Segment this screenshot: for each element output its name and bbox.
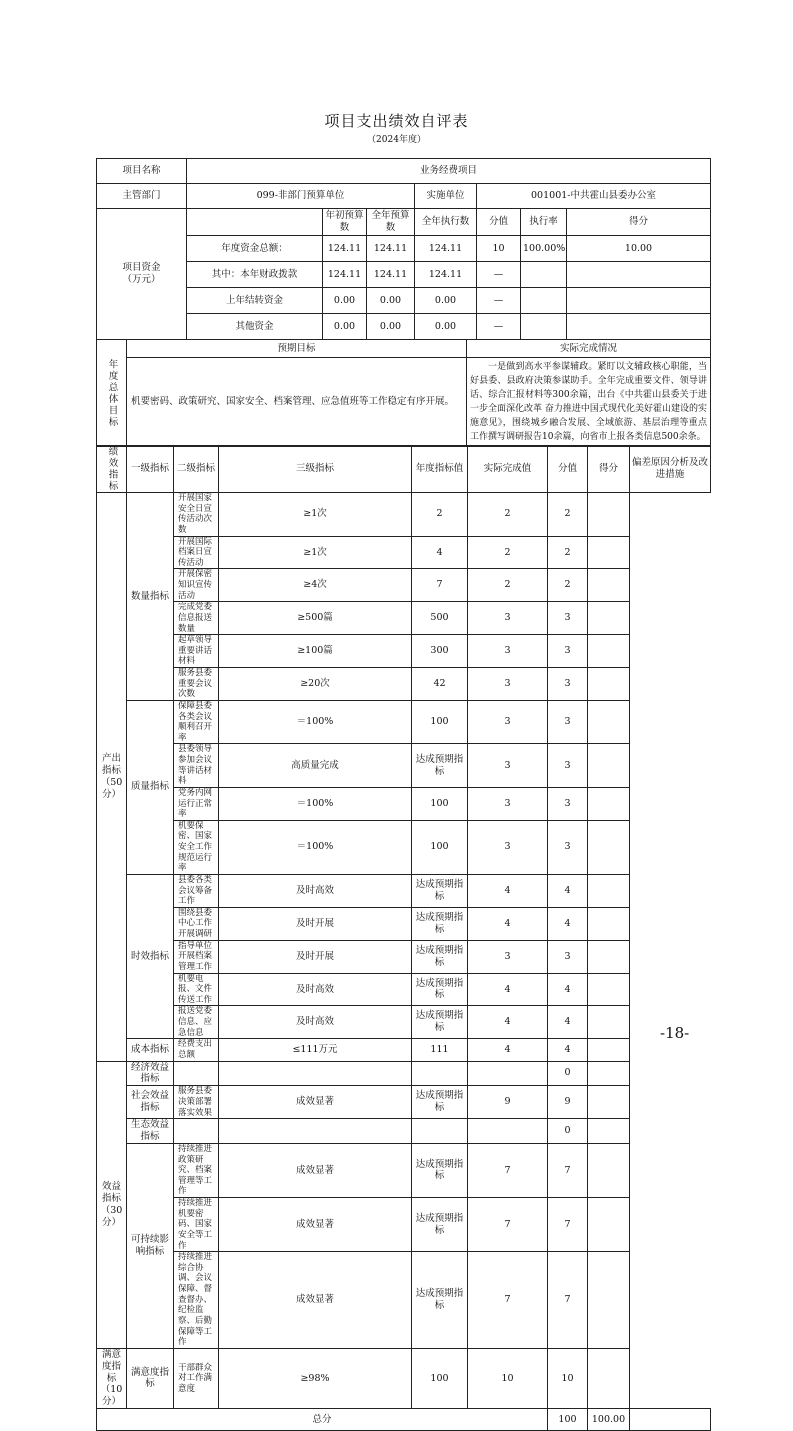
table-row — [97, 536, 711, 569]
row-label: 年度资金总额： — [187, 236, 323, 262]
header-score-value: 分值 — [548, 446, 588, 493]
actual-status-label: 实际完成情况 — [467, 340, 711, 358]
table-row — [97, 874, 711, 907]
table-row — [97, 493, 711, 537]
target-value: 及时高效 — [219, 874, 412, 907]
funds-label: 项目资金 （万元） — [97, 209, 187, 340]
cell: 124.11 — [415, 236, 477, 262]
target-value: 成效显著 — [219, 1198, 412, 1252]
score-value: 3 — [468, 744, 548, 788]
target-value: ＝100% — [219, 787, 412, 820]
score-value: 7 — [468, 1198, 548, 1252]
table-row — [97, 569, 711, 602]
level3-indicator: 县委领导参加会议等讲话材料 — [174, 744, 219, 788]
score: 3 — [548, 787, 588, 820]
actual-value: 2 — [412, 493, 468, 537]
table-row — [97, 1348, 711, 1408]
score-value: 7 — [468, 1143, 548, 1197]
table-row — [97, 744, 711, 788]
header-score: 得分 — [588, 446, 630, 493]
header-annual-budget: 全年预算数 — [367, 209, 415, 236]
dept-label: 主管部门 — [97, 184, 187, 209]
score: 0 — [548, 1061, 588, 1086]
score: 10 — [548, 1348, 588, 1408]
score-value: 2 — [468, 569, 548, 602]
deviation-cell — [588, 787, 630, 820]
cell: — — [477, 288, 521, 314]
deviation-cell — [588, 1086, 630, 1119]
target-value: ≥4次 — [219, 569, 412, 602]
expected-goal-label: 预期目标 — [127, 340, 467, 358]
deviation-cell — [588, 874, 630, 907]
level3-indicator — [174, 1061, 219, 1086]
level1-indicator: 满意度指标（10分） — [97, 1348, 127, 1408]
performance-table — [96, 445, 711, 1431]
deviation-cell — [588, 569, 630, 602]
actual-value: 111 — [412, 1039, 468, 1061]
level3-indicator: 保障县委各类会议顺利召开率 — [174, 700, 219, 744]
deviation-cell — [588, 1119, 630, 1144]
target-value: ≥100篇 — [219, 635, 412, 668]
cell: 124.11 — [323, 262, 367, 288]
score: 0 — [548, 1119, 588, 1144]
score: 4 — [548, 1039, 588, 1061]
table-row — [97, 907, 711, 940]
score-value: 2 — [468, 493, 548, 537]
level3-indicator: 完成党委信息报送数量 — [174, 602, 219, 635]
score-value: 3 — [468, 940, 548, 973]
score: 3 — [548, 940, 588, 973]
level3-indicator: 服务县委决策部署落实效果 — [174, 1086, 219, 1119]
cell: 0.00 — [367, 288, 415, 314]
target-value: ≥500篇 — [219, 602, 412, 635]
actual-value — [412, 1119, 468, 1144]
total-score-value: 100 — [548, 1409, 588, 1431]
score: 3 — [548, 700, 588, 744]
actual-value: 达成预期指标 — [412, 907, 468, 940]
score-value: 3 — [468, 787, 548, 820]
level3-indicator: 报送党委信息、应急信息 — [174, 1006, 219, 1039]
deviation-cell — [588, 1348, 630, 1408]
table-row — [97, 668, 711, 701]
deviation-cell — [588, 744, 630, 788]
cell: 10 — [477, 236, 521, 262]
cell: 0.00 — [367, 314, 415, 340]
target-value: ≤111万元 — [219, 1039, 412, 1061]
table-row — [97, 288, 711, 314]
score: 4 — [548, 1006, 588, 1039]
deviation-cell — [588, 1143, 630, 1197]
table-row — [97, 820, 711, 874]
row-label: 其中：本年财政拨款 — [187, 262, 323, 288]
cell: 124.11 — [323, 236, 367, 262]
score: 4 — [548, 907, 588, 940]
level3-indicator: 县委各类会议筹备工作 — [174, 874, 219, 907]
score: 3 — [548, 635, 588, 668]
table-row — [97, 700, 711, 744]
level3-indicator: 机要保密、国家安全工作规范运行率 — [174, 820, 219, 874]
actual-value: 4 — [412, 536, 468, 569]
cell: 0.00 — [415, 314, 477, 340]
score: 7 — [548, 1143, 588, 1197]
perf-label: 绩效指标 — [97, 446, 127, 493]
target-value: 及时开展 — [219, 907, 412, 940]
score-value: 3 — [468, 820, 548, 874]
project-name: 业务经费项目 — [187, 159, 711, 184]
score: 7 — [548, 1252, 588, 1349]
level3-indicator: 机要电报、文件传送工作 — [174, 973, 219, 1006]
score-value: 7 — [468, 1252, 548, 1349]
level3-indicator: 开展国家安全日宣传活动次数 — [174, 493, 219, 537]
funds-table — [96, 158, 711, 340]
score-value: 4 — [468, 1006, 548, 1039]
score-value: 10 — [468, 1348, 548, 1408]
table-row — [97, 236, 711, 262]
actual-value: 100 — [412, 787, 468, 820]
cell: 124.11 — [415, 262, 477, 288]
score: 3 — [548, 820, 588, 874]
expected-goal-text: 机要密码、政策研究、国家安全、档案管理、应急值班等工作稳定有序开展。 — [127, 358, 467, 447]
level3-indicator: 经费支出总额 — [174, 1039, 219, 1061]
level3-indicator: 围绕县委中心工作开展调研 — [174, 907, 219, 940]
actual-status-text: 一是做到高水平参谋辅政。紧盯以文辅政核心职能，当好县委、县政府决策参谋助手。全年完成重要文件、领导讲话、综合汇报材料等300余篇，出台《中共霍山县委关于进一步全面深化改革 奋力推进中国式现代化美好霍山建设的实施意见》，围绕城乡融合发展、全域旅游、基层治理等重点工作撰写调研报告10余篇，向省市上报各类信息500余条。 — [470, 362, 707, 442]
table-row — [97, 1252, 711, 1349]
actual-value: 达成预期指标 — [412, 1086, 468, 1119]
cell: 124.11 — [367, 262, 415, 288]
target-value: ≥1次 — [219, 536, 412, 569]
level3-indicator: 起草领导重要讲话材料 — [174, 635, 219, 668]
goals-label: 年度总体目标 — [97, 340, 127, 447]
score: 9 — [548, 1086, 588, 1119]
project-name-label: 项目名称 — [97, 159, 187, 184]
table-row — [97, 1143, 711, 1197]
header-initial-budget: 年初预算数 — [323, 209, 367, 236]
table-row — [97, 1039, 711, 1061]
deviation-cell — [588, 1198, 630, 1252]
level1-indicator: 产出指标 （50分） — [97, 493, 127, 1062]
target-value: 及时开展 — [219, 940, 412, 973]
actual-value: 达成预期指标 — [412, 940, 468, 973]
deviation-cell — [588, 635, 630, 668]
level2-indicator: 生态效益指标 — [127, 1119, 174, 1144]
cell — [521, 262, 567, 288]
actual-value: 达成预期指标 — [412, 744, 468, 788]
target-value — [219, 1061, 412, 1086]
header-score: 得分 — [567, 209, 711, 236]
deviation-cell — [588, 1006, 630, 1039]
target-value: ＝100% — [219, 700, 412, 744]
score: 4 — [548, 874, 588, 907]
actual-value: 达成预期指标 — [412, 874, 468, 907]
level2-indicator: 数量指标 — [127, 493, 174, 701]
deviation-cell — [588, 1252, 630, 1349]
level2-indicator: 可持续影响指标 — [127, 1143, 174, 1348]
level3-indicator: 干部群众对工作满意度 — [174, 1348, 219, 1408]
score: 2 — [548, 536, 588, 569]
score-value: 4 — [468, 907, 548, 940]
score-value: 4 — [468, 1039, 548, 1061]
score: 4 — [548, 973, 588, 1006]
target-value: 成效显著 — [219, 1252, 412, 1349]
score-value — [468, 1119, 548, 1144]
level2-indicator: 时效指标 — [127, 874, 174, 1038]
header-level3: 三级指标 — [219, 446, 412, 493]
score-value: 3 — [468, 635, 548, 668]
table-row — [97, 1061, 711, 1086]
actual-value: 42 — [412, 668, 468, 701]
score-value: 2 — [468, 536, 548, 569]
cell — [567, 262, 711, 288]
actual-value: 达成预期指标 — [412, 1198, 468, 1252]
deviation-cell — [588, 907, 630, 940]
actual-value: 100 — [412, 700, 468, 744]
goals-table — [96, 339, 711, 447]
score: 2 — [548, 493, 588, 537]
header-score-value: 分值 — [477, 209, 521, 236]
deviation-cell — [588, 493, 630, 537]
target-value: 成效显著 — [219, 1086, 412, 1119]
target-value: 及时高效 — [219, 973, 412, 1006]
deviation-cell — [588, 973, 630, 1006]
score-value: 3 — [468, 700, 548, 744]
cell — [567, 288, 711, 314]
row-label: 上年结转资金 — [187, 288, 323, 314]
header-target: 年度指标值 — [412, 446, 468, 493]
table-row — [97, 1086, 711, 1119]
actual-value: 达成预期指标 — [412, 973, 468, 1006]
score: 7 — [548, 1198, 588, 1252]
header-level2: 二级指标 — [174, 446, 219, 493]
row-label: 其他资金 — [187, 314, 323, 340]
deviation-cell — [588, 1061, 630, 1086]
target-value: 成效显著 — [219, 1143, 412, 1197]
level3-indicator: 服务县委重要会议次数 — [174, 668, 219, 701]
total-label: 总分 — [97, 1409, 548, 1431]
actual-value: 300 — [412, 635, 468, 668]
actual-value: 500 — [412, 602, 468, 635]
deviation-cell — [588, 536, 630, 569]
impl-value: 001001-中共霍山县委办公室 — [477, 184, 711, 209]
table-row — [97, 1198, 711, 1252]
level3-indicator: 持续推进政策研究、档案管理等工作 — [174, 1143, 219, 1197]
level2-indicator: 满意度指标 — [127, 1348, 174, 1408]
table-row — [97, 1006, 711, 1039]
level3-indicator: 开展保密知识宣传活动 — [174, 569, 219, 602]
score-value: 3 — [468, 602, 548, 635]
deviation-cell — [588, 1039, 630, 1061]
actual-value: 100 — [412, 1348, 468, 1408]
cell: — — [477, 314, 521, 340]
header-exec-rate: 执行率 — [521, 209, 567, 236]
score: 3 — [548, 744, 588, 788]
deviation-cell — [588, 602, 630, 635]
score: 3 — [548, 602, 588, 635]
header-deviation: 偏差原因分析及改进措施 — [630, 446, 711, 493]
table-row — [97, 602, 711, 635]
score-value — [468, 1061, 548, 1086]
actual-value: 达成预期指标 — [412, 1143, 468, 1197]
level3-indicator: 持续推进机要密码、国家安全等工作 — [174, 1198, 219, 1252]
table-row — [97, 314, 711, 340]
table-row — [97, 1119, 711, 1144]
score-value: 9 — [468, 1086, 548, 1119]
target-value: ＝100% — [219, 820, 412, 874]
deviation-cell — [588, 820, 630, 874]
cell: — — [477, 262, 521, 288]
table-row — [97, 940, 711, 973]
impl-label: 实施单位 — [415, 184, 477, 209]
level2-indicator: 经济效益指标 — [127, 1061, 174, 1086]
total-row — [97, 1409, 711, 1431]
actual-value — [412, 1061, 468, 1086]
actual-value: 达成预期指标 — [412, 1006, 468, 1039]
level3-indicator: 开展国际档案日宣传活动 — [174, 536, 219, 569]
cell: 124.11 — [367, 236, 415, 262]
score-value: 3 — [468, 668, 548, 701]
actual-value: 100 — [412, 820, 468, 874]
cell: 100.00% — [521, 236, 567, 262]
level1-indicator: 效益指标 （30分） — [97, 1061, 127, 1348]
score-value: 4 — [468, 874, 548, 907]
target-value: ≥98% — [219, 1348, 412, 1408]
target-value — [219, 1119, 412, 1144]
cell: 0.00 — [323, 314, 367, 340]
page-number: -18- — [660, 1024, 690, 1042]
header-level1: 一级指标 — [127, 446, 174, 493]
header-executed: 全年执行数 — [415, 209, 477, 236]
cell — [567, 314, 711, 340]
cell: 0.00 — [415, 288, 477, 314]
table-row — [97, 262, 711, 288]
deviation-cell — [588, 668, 630, 701]
score-value: 4 — [468, 973, 548, 1006]
level3-indicator: 持续推进综合协调、会议保障、督查督办、纪检监察、后勤保障等工作 — [174, 1252, 219, 1349]
level3-indicator: 党务内网运行正常率 — [174, 787, 219, 820]
table-row — [97, 635, 711, 668]
level2-indicator: 社会效益指标 — [127, 1086, 174, 1119]
actual-value: 达成预期指标 — [412, 1252, 468, 1349]
cell: 0.00 — [323, 288, 367, 314]
deviation-cell — [630, 1409, 711, 1431]
target-value: ≥20次 — [219, 668, 412, 701]
deviation-cell — [588, 700, 630, 744]
score: 2 — [548, 569, 588, 602]
total-score: 100.00 — [588, 1409, 630, 1431]
dept-value: 099-非部门预算单位 — [187, 184, 415, 209]
score: 3 — [548, 668, 588, 701]
cell: 10.00 — [567, 236, 711, 262]
page-title: 项目支出绩效自评表 — [324, 112, 469, 130]
level3-indicator: 指导单位开展档案管理工作 — [174, 940, 219, 973]
header-actual: 实际完成值 — [468, 446, 548, 493]
target-value: 高质量完成 — [219, 744, 412, 788]
actual-value: 7 — [412, 569, 468, 602]
deviation-cell — [588, 940, 630, 973]
table-row — [97, 973, 711, 1006]
target-value: ≥1次 — [219, 493, 412, 537]
table-row — [97, 787, 711, 820]
level2-indicator: 成本指标 — [127, 1039, 174, 1061]
page-subtitle: （2024年度） — [367, 135, 426, 145]
level2-indicator: 质量指标 — [127, 700, 174, 874]
cell — [521, 314, 567, 340]
target-value: 及时高效 — [219, 1006, 412, 1039]
level3-indicator — [174, 1119, 219, 1144]
cell — [521, 288, 567, 314]
